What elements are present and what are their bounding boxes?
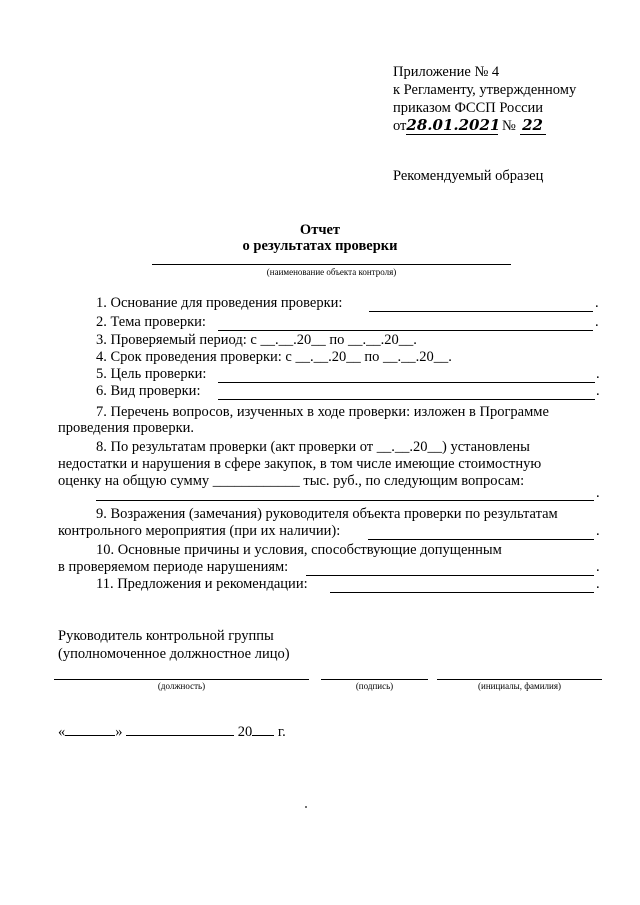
signature-caption: (подпись) [355,681,394,691]
item-11: 11. Предложения и рекомендации: [96,576,308,592]
item-7-line-2: проведения проверки. [58,420,195,436]
date-open-quote: « [58,724,66,740]
item-8-period: . [596,485,600,501]
item-9-line-1: 9. Возражения (замечания) руководителя объекта проверки по результатам [96,506,558,522]
item-10-line-1: 10. Основные причины и условия, способствующие допущенным [96,542,502,558]
report-subtitle [0,238,640,255]
item-6-period: . [596,383,600,399]
item-10-line [306,575,594,576]
item-8-answer-line [96,500,594,501]
item-6-line [218,399,595,400]
appendix-line-4 [393,117,546,135]
date-year-blank [252,722,274,736]
item-5: 5. Цель проверки: [96,366,207,382]
appendix-line-2: к Регламенту, утвержденному [393,82,577,98]
position-caption: (должность) [157,681,206,691]
item-8-line-2: недостатки и нарушения в сфере закупок, в том числе имеющие стоимостную [58,456,542,472]
item-2-period: . [595,314,599,330]
item-2-line [218,330,593,331]
order-date-handwritten: 28.01.2021 [406,116,501,134]
signature-title-line-1: Руководитель контрольной группы [58,628,274,644]
item-3: 3. Проверяемый период: с __.__.20__ по __.__.20__. [96,332,417,348]
appendix-number-sign: № [502,118,516,134]
title-line-1: Отчет [299,222,341,238]
scan-speck [305,806,307,808]
item-9-line-2: контрольного мероприятия (при их наличии): [58,523,341,539]
item-5-period: . [596,366,600,382]
appendix-line-3: приказом ФССП России [393,100,544,116]
name-caption: (инициалы, фамилия) [478,681,561,691]
item-10-line-2: в проверяемом периоде нарушениям: [58,559,289,575]
item-8-line-3: оценку на общую сумму ____________ тыс. руб., по следующим вопросам: [58,473,525,489]
item-2: 2. Тема проверки: [96,314,206,330]
item-9-line [368,539,594,540]
appendix-line-1: Приложение № 4 [393,64,500,80]
item-8-line-1: 8. По результатам проверки (акт проверки от __.__.20__) установлены [96,439,530,455]
item-11-line [330,592,594,593]
item-11-period: . [596,576,600,592]
name-line [437,679,602,680]
date-day-blank [65,722,115,736]
report-title [0,222,640,239]
item-7-line-1: 7. Перечень вопросов, изученных в ходе проверки: изложен в Программе [96,404,549,420]
item-4: 4. Срок проведения проверки: с __.__.20__ по __.__.20__. [96,349,452,365]
date-line [58,722,286,741]
order-number-handwritten: 22 [520,117,546,135]
item-9-period: . [596,523,600,539]
item-1-line [369,311,593,312]
item-6: 6. Вид проверки: [96,383,201,399]
date-close-quote: » [115,724,123,740]
title-line-2: о результатах проверки [242,238,398,254]
appendix-ot: от [393,118,407,134]
item-10-period: . [596,559,600,575]
item-1-period: . [595,295,599,311]
signature-title-line-2: (уполномоченное должностное лицо) [58,646,290,662]
item-1: 1. Основание для проведения проверки: [96,295,343,311]
date-month-blank [126,722,234,736]
date-year-prefix: 20 [237,724,253,740]
date-year-suffix: г. [277,724,286,740]
object-name-line [152,264,511,265]
position-line [54,679,309,680]
sample-note: Рекомендуемый образец [393,168,544,184]
item-5-line [218,382,595,383]
signature-line [321,679,428,680]
object-name-caption: (наименование объекта контроля) [266,267,397,277]
